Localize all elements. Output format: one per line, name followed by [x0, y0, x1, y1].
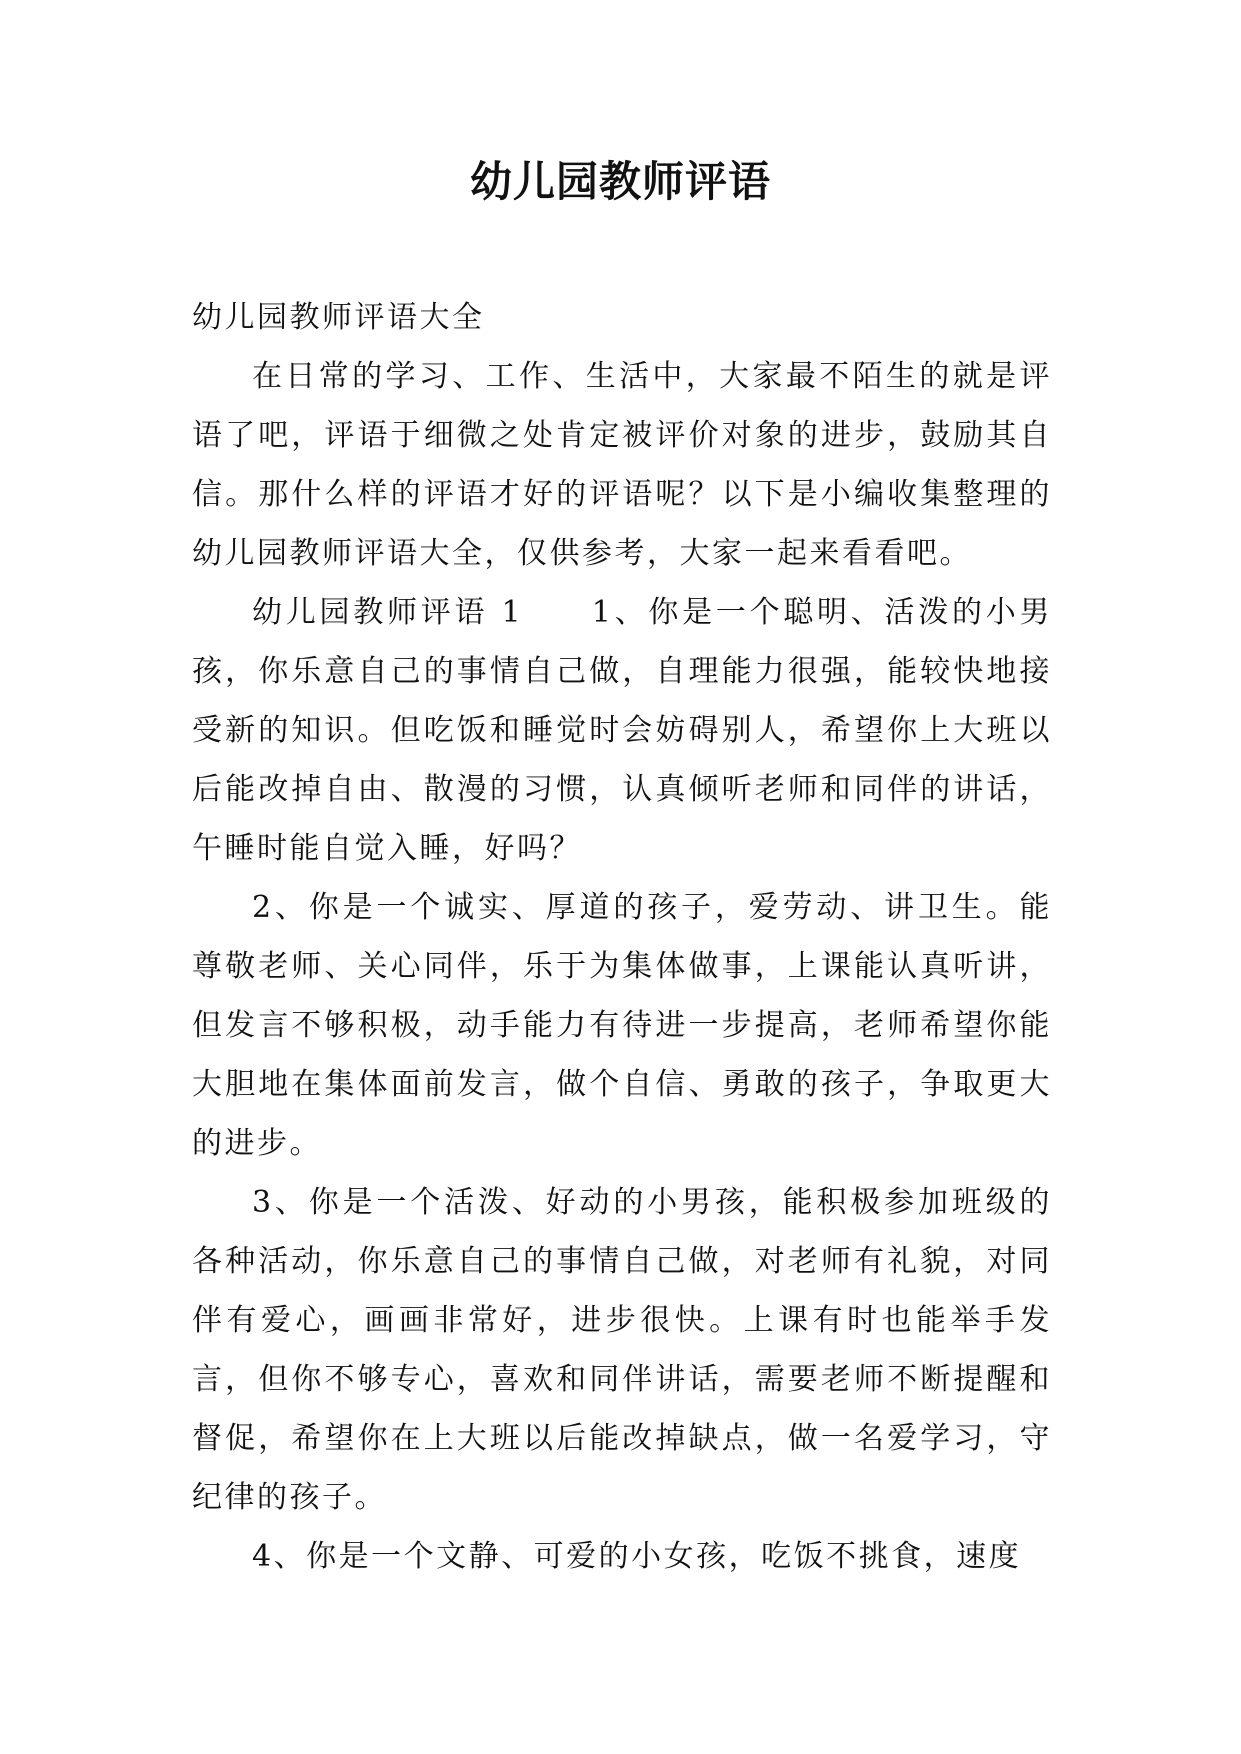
paragraph-comment-4: 4、你是一个文静、可爱的小女孩，吃饭不挑食，速度 [252, 1539, 1022, 1574]
paragraph-subtitle: 幼儿园教师评语大全 [192, 300, 485, 335]
paragraph-comment-3: 3、你是一个活泼、好动的小男孩，能积极参加班级的各种活动，你乐意自己的事情自己做，对老师有礼貌，对同伴有爱心，画画非常好，进步很快。上课有时也能举手发言，但你不够专心，喜欢和同伴讲话，需要老师不断提醒和督促，希望你在上大班以后能改掉缺点，做一名爱学习，守纪律的孩子。 [192, 1185, 1052, 1515]
document-body [192, 288, 1052, 1586]
paragraph-comment-1: 幼儿园教师评语 1 1、你是一个聪明、活泼的小男孩，你乐意自己的事情自己做，自理能力很强，能较快地接受新的知识。但吃饭和睡觉时会妨碍别人，希望你上大班以后能改掉自由、散漫的习惯，认真倾听老师和同伴的讲话，午睡时能自觉入睡，好吗？ [192, 595, 1052, 866]
document-title: 幼儿园教师评语 [469, 157, 771, 206]
paragraph-comment-2: 2、你是一个诚实、厚道的孩子，爱劳动、讲卫生。能尊敬老师、关心同伴，乐于为集体做事，上课能认真听讲，但发言不够积极，动手能力有待进一步提高，老师希望你能大胆地在集体面前发言，做个自信、勇敢的孩子，争取更大的进步。 [192, 890, 1052, 1161]
paragraph-intro: 在日常的学习、工作、生活中，大家最不陌生的就是评语了吧，评语于细微之处肯定被评价对象的进步，鼓励其自信。那什么样的评语才好的评语呢？以下是小编收集整理的幼儿园教师评语大全，仅供参考，大家一起来看看吧。 [192, 359, 1052, 571]
